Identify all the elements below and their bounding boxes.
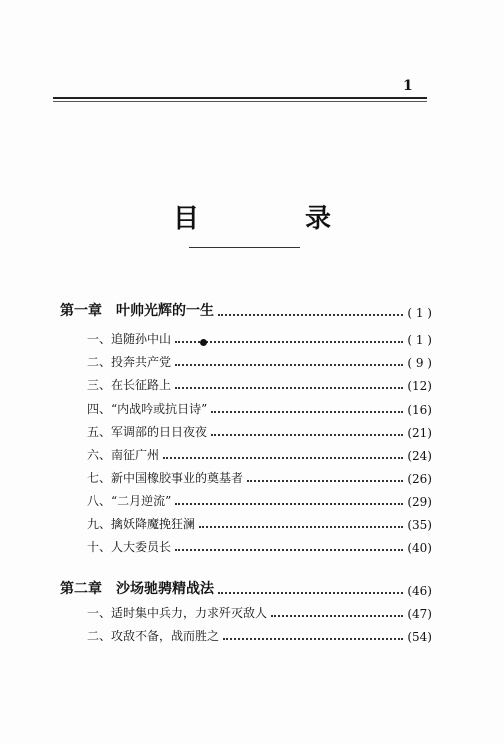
toc-section-entry <box>60 535 432 555</box>
toc-section-entry <box>60 327 432 347</box>
toc-entry-label: 七、新中国橡胶事业的奠基者 <box>87 471 244 485</box>
toc-leader-dots <box>247 479 403 482</box>
toc-entry-page: (21) <box>407 426 432 440</box>
page-number: 1 <box>403 78 413 94</box>
toc-section-entry <box>60 601 432 621</box>
toc-entry-page: (26) <box>407 472 432 486</box>
toc-entry-label: 九、擒妖降魔挽狂澜 <box>87 517 196 531</box>
toc-leader-dots <box>163 456 403 459</box>
toc-section-entry <box>60 373 432 393</box>
toc-section-entry <box>60 420 432 440</box>
toc-leader-dots <box>199 525 403 528</box>
toc-entry-label: 三、在长征路上 <box>87 378 172 392</box>
toc-leader-dots <box>175 386 403 389</box>
toc-section-entry <box>60 624 432 644</box>
toc-leader-dots <box>175 502 403 505</box>
toc-leader-dots <box>271 614 403 617</box>
toc-section-entry <box>60 466 432 486</box>
toc-entry-label: 二、投奔共产党 <box>87 355 172 369</box>
toc-entry-page: (12) <box>407 379 432 393</box>
toc-entry-page: (46) <box>407 584 432 598</box>
header-rule <box>53 97 427 99</box>
toc-entry-page: (35) <box>407 518 432 532</box>
toc-leader-dots <box>218 591 403 594</box>
header-rule-thin <box>53 101 427 102</box>
toc-leader-dots <box>211 410 403 413</box>
toc-chapter-entry <box>60 578 432 598</box>
title-underline <box>189 247 300 248</box>
toc-entry-label: 第二章 沙场驰骋精战法 <box>60 581 214 597</box>
toc-entry-page: (29) <box>407 495 432 509</box>
ink-dot <box>200 339 207 346</box>
toc-entry-page: ( 1 ) <box>407 333 432 347</box>
toc-leader-dots <box>223 637 403 640</box>
toc-leader-dots <box>218 313 403 316</box>
toc-entry-label: 一、追随孙中山 <box>87 332 172 346</box>
toc-entry-page: (24) <box>407 449 432 463</box>
toc-entry-page: (54) <box>407 630 432 644</box>
page-title: 目 录 <box>172 204 371 234</box>
toc-entry-page: (40) <box>407 541 432 555</box>
toc-entry-label: 一、适时集中兵力，力求歼灭敌人 <box>87 606 268 620</box>
toc-entry-page: ( 9 ) <box>407 356 432 370</box>
toc-section-entry <box>60 350 432 370</box>
toc-leader-dots <box>175 340 403 343</box>
toc-leader-dots <box>211 433 403 436</box>
toc-section-entry <box>60 512 432 532</box>
toc-entry-label: 四、“内战吟或抗日诗” <box>87 402 208 416</box>
toc-section-entry <box>60 443 432 463</box>
toc-leader-dots <box>175 548 403 551</box>
toc-entry-label: 第一章 叶帅光辉的一生 <box>60 303 214 319</box>
toc-leader-dots <box>175 363 403 366</box>
toc-section-entry <box>60 397 432 417</box>
toc-entry-page: (16) <box>407 403 432 417</box>
toc-entry-label: 五、军调部的日日夜夜 <box>87 425 208 439</box>
toc-entry-label: 八、“二月逆流” <box>87 494 172 508</box>
toc-entry-label: 六、南征广州 <box>87 448 160 462</box>
toc-entry-label: 二、攻敌不备，战而胜之 <box>87 629 220 643</box>
toc-entry-label: 十、人大委员长 <box>87 540 172 554</box>
toc-entry-page: ( 1 ) <box>407 306 432 320</box>
toc-section-entry <box>60 489 432 509</box>
toc-chapter-entry <box>60 300 432 320</box>
toc-entry-page: (47) <box>407 607 432 621</box>
